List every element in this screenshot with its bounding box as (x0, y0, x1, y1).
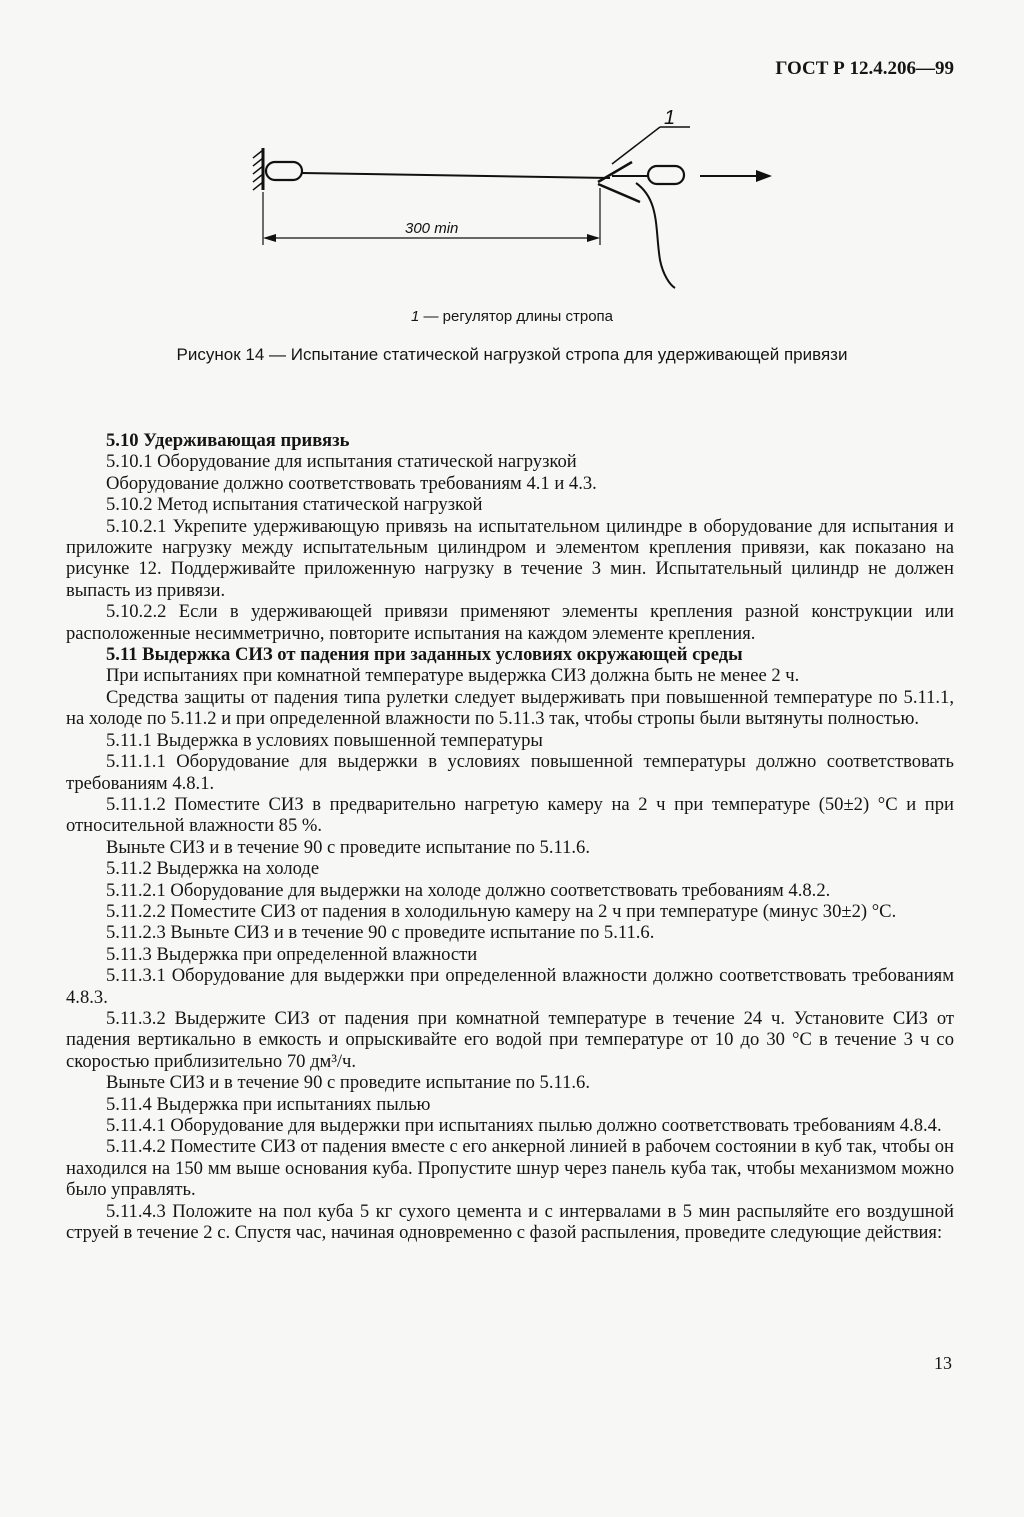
paragraph: 5.11.3 Выдержка при определенной влажности (106, 943, 478, 965)
figure-14-diagram (0, 0, 1024, 330)
dimension-label: 300 min (405, 220, 459, 237)
section-heading: 5.11 Выдержка СИЗ от падения при заданных условиях окружающей среды (106, 644, 743, 666)
body-text (66, 430, 954, 1243)
paragraph: 5.11.4.3 Положите на пол куба 5 кг сухого цемента и с интервалами в 5 мин распыляйте его воздушной струей в течение 2 с. Спустя час, начиная одновременно с фазой распыления, проведите следующие действия: (66, 1200, 954, 1244)
regulator-plate-upper (598, 162, 632, 182)
paragraph: 5.11.4 Выдержка при испытаниях пылью (106, 1093, 431, 1115)
paragraph: 5.11.1.2 Поместите СИЗ в предварительно нагретую камеру на 2 ч при температуре (50±2) °С и при относительной влажности 85 %. (66, 793, 954, 837)
left-loop (266, 162, 302, 180)
paragraph: 5.11.3.1 Оборудование для выдержки при определенной влажности должно соответствовать требованиям 4.8.3. (66, 965, 954, 1008)
paragraph: 5.11.1 Выдержка в условиях повышенной температуры (106, 729, 543, 751)
legend-text: — регулятор длины стропа (419, 308, 614, 325)
section-heading: 5.10 Удерживающая привязь (106, 430, 350, 451)
paragraph: При испытаниях при комнатной температуре выдержка СИЗ должна быть не менее 2 ч. (106, 665, 800, 687)
paragraph: 5.11.2 Выдержка на холоде (106, 858, 320, 880)
load-arrow-head (756, 170, 772, 182)
paragraph: Средства защиты от падения типа рулетки следует выдерживать при повышенной температуре по 5.11.1, на холоде по 5.11.2 и при определенной влажности по 5.11.3 так, чтобы стропы были вытянуты полностью. (66, 686, 954, 730)
paragraph: Выньте СИЗ и в течение 90 с проведите испытание по 5.11.6. (106, 1072, 590, 1094)
paragraph: 5.10.2.1 Укрепите удерживающую привязь на испытательном цилиндре в оборудование для испытания и приложите нагрузку между испытательным цилиндром и элементом крепления привязи, как показано на рисунке 12. Поддерживайте приложенную нагрузку в течение 3 мин. Испытательный цилиндр не должен выпасть из привязи. (66, 515, 954, 601)
paragraph: 5.10.1 Оборудование для испытания статической нагрузкой (106, 451, 577, 473)
paragraph: 5.10.2.2 Если в удерживающей привязи применяют элементы крепления разной конструкции или расположенные несимметрично, повторите испытания на каждом элементе крепления. (66, 601, 954, 644)
figure-caption: Рисунок 14 — Испытание статической нагрузкой стропа для удерживающей привязи (176, 345, 848, 364)
paragraph: 5.11.3.2 Выдержите СИЗ от падения при комнатной температуре в течение 24 ч. Установите СИЗ от падения вертикально в емкость и опрыскивайте его водой при температуре от 10 до 30 °С в течение 3 ч со скоростью приблизительно 70 дм³/ч. (66, 1007, 954, 1072)
strap-line (302, 173, 610, 178)
paragraph: 5.11.1.1 Оборудование для выдержки в условиях повышенной температуры должно соответствовать требованиям 4.8.1. (66, 751, 954, 794)
callout-leader (612, 127, 660, 164)
paragraph: 5.11.2.1 Оборудование для выдержки на холоде должно соответствовать требованиям 4.8.2. (106, 879, 831, 901)
paragraph: 5.11.4.1 Оборудование для выдержки при испытаниях пылью должно соответствовать требованиям 4.8.4. (106, 1115, 942, 1136)
page-number: 13 (934, 1353, 952, 1373)
paragraph: 5.11.2.2 Поместите СИЗ от падения в холодильную камеру на 2 ч при температуре (минус 30±2) °С. (106, 900, 897, 922)
regulator-plate-lower (598, 184, 640, 202)
strap-free-end (636, 183, 675, 288)
paragraph: 5.10.2 Метод испытания статической нагрузкой (106, 494, 483, 516)
paragraph: 5.11.4.2 Поместите СИЗ от падения вместе с его анкерной линией в рабочем состоянии в куб так, чтобы он находился на 150 мм выше основания куба. Пропустите шнур через панель куба так, чтобы механизмом можно было управлять. (66, 1136, 954, 1201)
callout-number: 1 (664, 107, 676, 129)
figure-legend (0, 308, 1024, 325)
paragraph: Выньте СИЗ и в течение 90 с проведите испытание по 5.11.6. (106, 836, 590, 858)
paragraph: 5.11.2.3 Выньте СИЗ и в течение 90 с проведите испытание по 5.11.6. (106, 922, 655, 944)
right-loop (648, 166, 684, 184)
paragraph: Оборудование должно соответствовать требованиям 4.1 и 4.3. (106, 472, 597, 494)
legend-number: 1 (410, 308, 420, 325)
standard-header: ГОСТ Р 12.4.206—99 (775, 58, 954, 79)
